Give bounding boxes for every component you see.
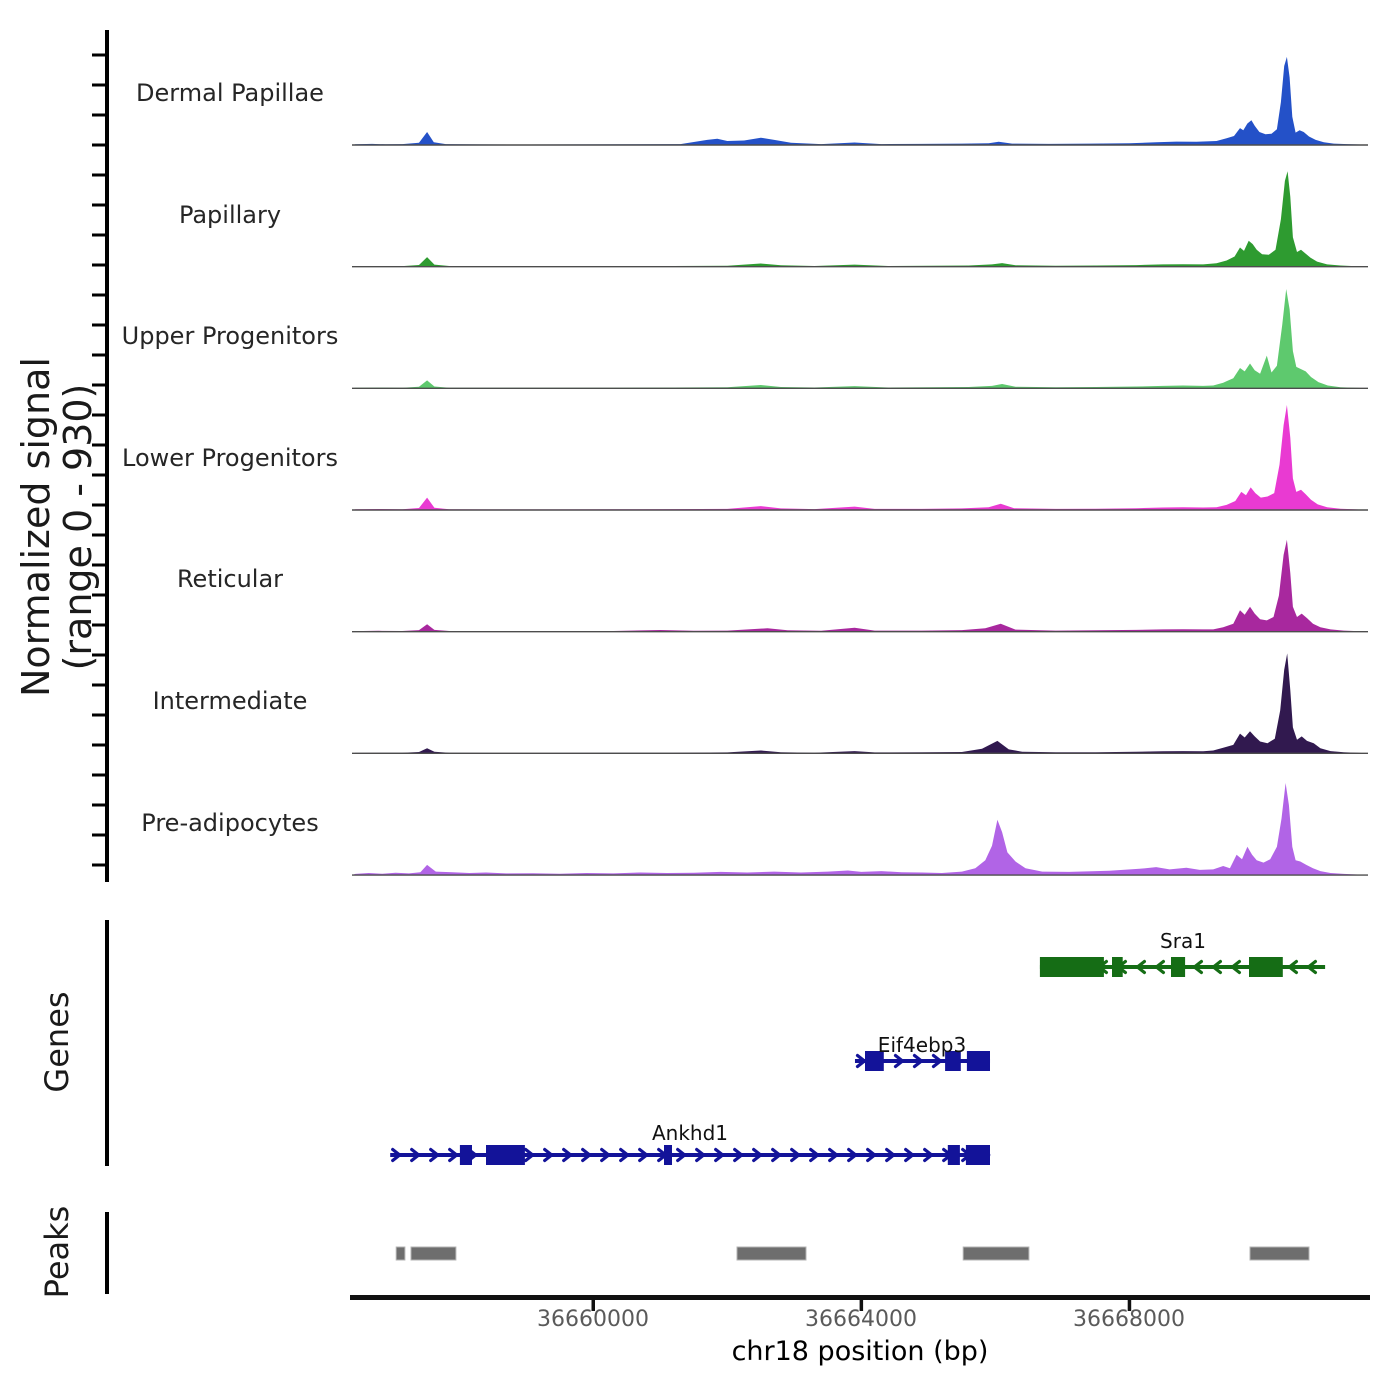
y-axis-label: [15, 357, 99, 697]
genes-section-label: Genes: [38, 991, 76, 1093]
y-axis-label-line2: (range 0 - 930): [56, 383, 100, 671]
x-axis-title: chr18 position (bp): [731, 1336, 989, 1367]
peak-region: [411, 1247, 456, 1260]
track-label-papillary: Papillary: [178, 201, 282, 229]
signal-area-papillary: [352, 171, 1368, 266]
track-label-reticular: Reticular: [176, 565, 284, 593]
peak-region: [963, 1247, 1029, 1260]
track-label-upper-progenitors: Upper Progenitors: [121, 322, 339, 350]
gene-exon-ankhd1: [486, 1145, 525, 1165]
signal-area-upper-progenitors: [352, 289, 1368, 388]
x-tick-label-36664000: 36664000: [805, 1307, 917, 1332]
gene-exon-eif4ebp3: [967, 1051, 990, 1071]
peak-region: [737, 1247, 806, 1260]
gene-exon-sra1: [1040, 957, 1104, 977]
gene-label-ankhd1: Ankhd1: [651, 1121, 729, 1145]
signal-area-reticular: [352, 540, 1368, 632]
gene-exon-ankhd1: [948, 1145, 960, 1165]
gene-label-eif4ebp3: Eif4ebp3: [877, 1033, 967, 1057]
y-axis-label-line1: Normalized signal: [14, 357, 58, 697]
track-label-pre-adipocytes: Pre-adipocytes: [141, 809, 319, 837]
gene-label-sra1: Sra1: [1160, 929, 1206, 953]
x-axis-line: [350, 1295, 1370, 1300]
gene-exon-ankhd1: [966, 1145, 990, 1165]
gene-exon-sra1: [1249, 957, 1283, 977]
track-label-lower-progenitors: Lower Progenitors: [122, 444, 338, 472]
signal-area-pre-adipocytes: [352, 783, 1368, 875]
signal-area-lower-progenitors: [352, 405, 1368, 510]
signal-area-dermal-papillae: [352, 57, 1368, 145]
peak-region: [396, 1247, 405, 1260]
peak-region: [1250, 1247, 1309, 1260]
gene-exon-ankhd1: [664, 1145, 672, 1165]
gene-exon-ankhd1: [460, 1145, 472, 1165]
gene-exon-sra1: [1112, 957, 1123, 977]
x-tick-label-36660000: 36660000: [537, 1307, 649, 1332]
peaks-section-label: Peaks: [38, 1205, 76, 1299]
x-tick-label-36668000: 36668000: [1073, 1307, 1185, 1332]
signal-area-intermediate: [352, 653, 1368, 753]
track-label-dermal-papillae: Dermal Papillae: [136, 79, 324, 107]
track-label-intermediate: Intermediate: [152, 687, 308, 715]
gene-exon-sra1: [1171, 957, 1185, 977]
